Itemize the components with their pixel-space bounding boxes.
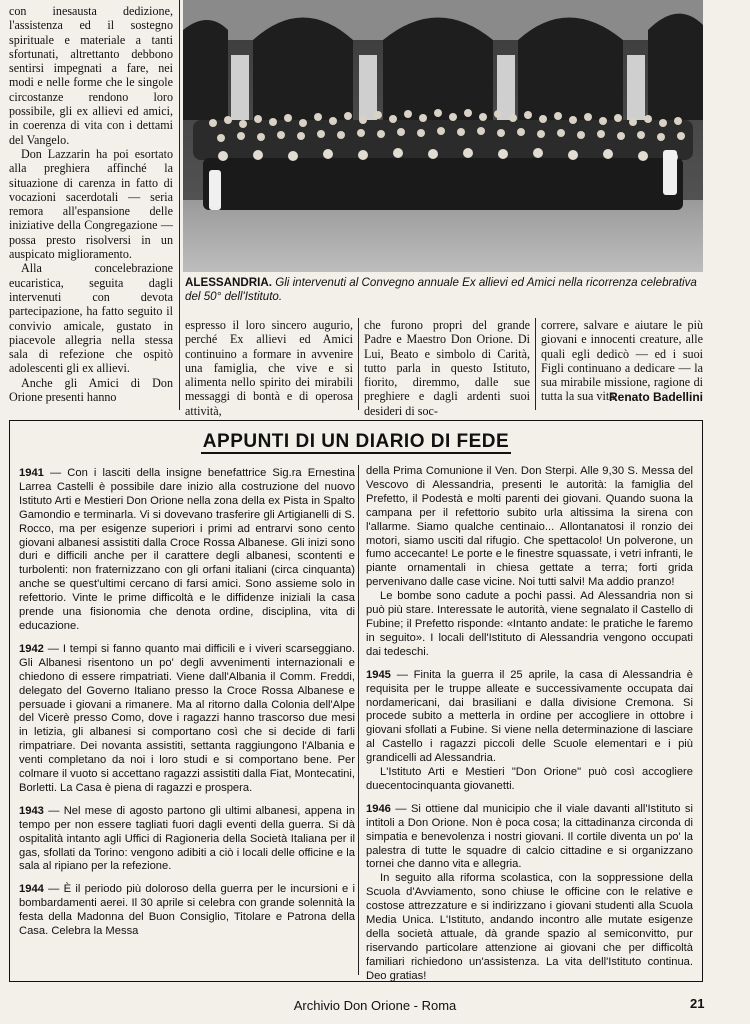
diary-entry: Le bombe sono cadute a pochi passi. Ad Alessandria non si può più stare. Interessate le autorità, viene segnalato il Castello di Fubine; il Prefetto risponde: «Intanto andate: le pratiche le faremo in seguito». I locali dell'Istituto di Alessandria vengono occupati dai tedeschi. [366, 590, 693, 658]
diary-title: APPUNTI DI UN DIARIO DI FEDE [202, 431, 510, 452]
caption-place: ALESSANDRIA. [185, 276, 272, 289]
diary-entry: 1945 — Finita la guerra il 25 aprile, la casa di Alessandria è requisita per le truppe alleate e successivamente occupata dai nordamericani, dai brasiliani e dalla divisione Cremona. Si procede subito a metterla in ordine per accogliere in ottobre i giovani sfollati a Fubine. Si viene nella determinazione di lasciare al Castello i ragazzi piccoli delle Scuole elementari e i più grandicelli ad Alessandria. [366, 668, 693, 765]
diary-entry: In seguito alla riforma scolastica, con la soppressione della Scuola d'Avviamento, sono chiuse le officine con le relative e costose attrezzature e si indirizzano i giovani studenti alla Scuola Media Unica. L'Istituto, andando incontro alle mutate esigenze della società attuale, dà grande spazio al semiconvitto, pur riservando particolare attenzione ai giovani che per difficoltà familiari richiedono un'assistenza. La vita dell'Istituto continua. Deo gratias! [366, 872, 693, 982]
diary-entry: 1944 — È il periodo più doloroso della guerra per le incursioni e i bombardamenti aerei. Il 30 aprile si celebra con grande solennità la festa della Madonna del Buon Consiglio, Titolare e Patrona della Casa. Celebra la Messa [19, 883, 356, 938]
diary-entry: 1942 — I tempi si fanno quanto mai difficili e i viveri scarseggiano. Gli Albanesi risentono un po' degli avvenimenti internazionali e chiedono di essere rimpatriati. Viene dall'Albania il Comm. Freddi, delegato del Governo Italiano presso la Croce Rossa Albanese e persuade i giovani a rimanere. Ma al ritorno dalla Colonia dell'Alpe del Vicerè presso Como, dove i ragazzi hanno trascorso due mesi in letizia, gli albanesi si comportano così che si decide di farli rimpatriare. Dei novanta assistiti, settanta raggiungono l'Albania e venti completano da noi i loro studi e si comportano bene. Per colmare il vuoto si accettano ragazzi assistiti dalla Fiat, Montecatini, Borletti. La Casa è piena di ragazzi e prospera. [19, 642, 356, 794]
photo-caption [185, 276, 703, 304]
archive-footer: Archivio Don Orione - Roma [293, 998, 457, 1013]
diary-year: 1945 [366, 668, 391, 681]
left-paragraph: Anche gli Amici di Don Orione presenti hanno [9, 375, 173, 405]
page-number: 21 [690, 996, 705, 1011]
diary-year: 1946 [366, 802, 391, 815]
diary-entry: 1943 — Nel mese di agosto partono gli ultimi albanesi, appena in tempo per non essere tagliati fuori dagli eventi della guerra. Si dà ospitalità intanto agli Uffici di Ragioneria della Società Italiana per il gas, sfollati da Torino: vengono adibiti a ciò i locali delle officine e la sala al ripiano per la refezione. [19, 804, 355, 873]
diary-right-column [366, 465, 693, 984]
caption-text: Gli intervenuti al Convegno annuale Ex allievi ed Amici nella ricorrenza celebrativa del 50° dell'Istituto. [185, 276, 697, 303]
column-divider [179, 0, 180, 410]
left-article-column [9, 4, 173, 404]
author-signature: Renato Badellini [608, 389, 703, 404]
diary-column-divider [358, 465, 359, 975]
article-column-2 [364, 318, 530, 418]
article-text: espresso il loro sincero augurio, perché Ex allievi ed Amici continuino a formare in avvenire una famiglia, che vive e si alimenta nello spirito dei mirabili messaggi di bontà e di operosa attività, [185, 318, 353, 418]
diary-year: 1941 [19, 467, 44, 479]
diary-entry: 1941 — Con i lasciti della insigne benefattrice Sig.ra Ernestina Larrea Castelli è possibile dare inizio alla costruzione del nuovo Istituto Arti e Mestieri Don Orione nella zona della ex Pista in Spalto Gamondio e terminarla. Vi si dovevano trasferire gli Artigianelli di S. Rocco, ma per esigenze superiori i primi ad entrarvi sono cento giovani albanesi assistiti dalla Croce Rossa Albanese. Gli inizi sono duri e difficili anche per il carattere degli albanesi, scontenti e turbolenti: non fraternizzano con gli orfani italiani (circa cinquanta) anche se quest'ultimi cercano di farsi amici. Sono assieme solo in refettorio. Vinte le prime difficoltà e le diffidenze iniziali la casa prende una fisionomia che denota ordine, disciplina, vita di educazione. [19, 467, 356, 632]
diary-box [9, 420, 703, 982]
diary-entry: 1946 — Si ottiene dal municipio che il viale davanti all'Istituto si intitoli a Don Orione. Non è poca cosa; la cittadinanza circonda di simpatia e benevolenza i nostri giovani. Il cortile diventa un po' la palestra di tutte le squadre di calcio cittadine e si organizzano tornei che danno vita e allegria. [366, 802, 694, 871]
column-divider [358, 318, 359, 410]
diary-entry: della Prima Comunione il Ven. Don Sterpi. Alle 9,30 S. Messa del Vescovo di Alessandria, presenti le autorità: la famiglia del Prefetto, il Podestà e molti parenti dei giovani. Quando suona la campana per il refettorio subito urla altissima la sirena con l'allarme. Siamo qualche centinaio... Allontanatosi il ronzio dei motori, siamo usciti dal rifugio. Che spettacolo! Un polverone, un fumo accecante! Le porte e le finestre squassate, i vetri infranti, le piante ornamentali in chiesa gettate a terra; forti grida pervenivano dalle case vicine. Noi tutti salvi! Ma addio pranzo! [366, 465, 693, 589]
diary-entry: L'Istituto Arti e Mestieri "Don Orione" può così accogliere duecentocinquanta giovanetti. [366, 766, 693, 792]
diary-year: 1944 [19, 883, 44, 896]
left-paragraph: Don Lazzarin ha poi esortato alla preghiera affinché la situazione di carenza in fatto di vocazioni sacerdotali — seria remora all'espansione delle iniziative della Congregazione — possa presto risolversi in un auspicato miglioramento. [9, 146, 173, 262]
group-photo [183, 0, 703, 272]
diary-year: 1942 [19, 642, 44, 655]
left-paragraph: con inesausta dedizione, l'assistenza ed il sostegno spirituale e materiale a tanti sfortunati, altrettanto debbono sentirsi impegnati a fare, nei modi e nelle forme che le singole circostanze rendono loro possibile, gli ex allievi ed amici, in coerenza di vita con i dettami del Vangelo. [9, 4, 173, 147]
left-paragraph: Alla concelebrazione eucaristica, seguita dagli intervenuti con devota partecipazione, ha fatto seguito il conviviо amicale, gustato in piacevole allegria nella stessa sala di refezione che ospitò adolescenti gli ex allievi. [9, 261, 173, 376]
article-text: correre, salvare e aiutare le più giovani e innocenti creature, alle quali egli dedicò — ed i suoi Figli continuano a dedicare — la sua mirabile missione, ragione di tutta la sua vita. [541, 318, 703, 404]
diary-year: 1943 [19, 804, 44, 817]
article-column-3 [541, 318, 703, 404]
diary-left-column [19, 467, 355, 939]
column-divider [535, 318, 536, 410]
article-text: che furono propri del grande Padre e Maestro Don Orione. Di Lui, Beato e simbolo di Carità, tutto parla in questo Istituto, fiorito, diremmo, dalle sue preghiere e dagli ardenti suoi desideri di soc- [364, 318, 530, 418]
article-column-1 [185, 318, 353, 418]
